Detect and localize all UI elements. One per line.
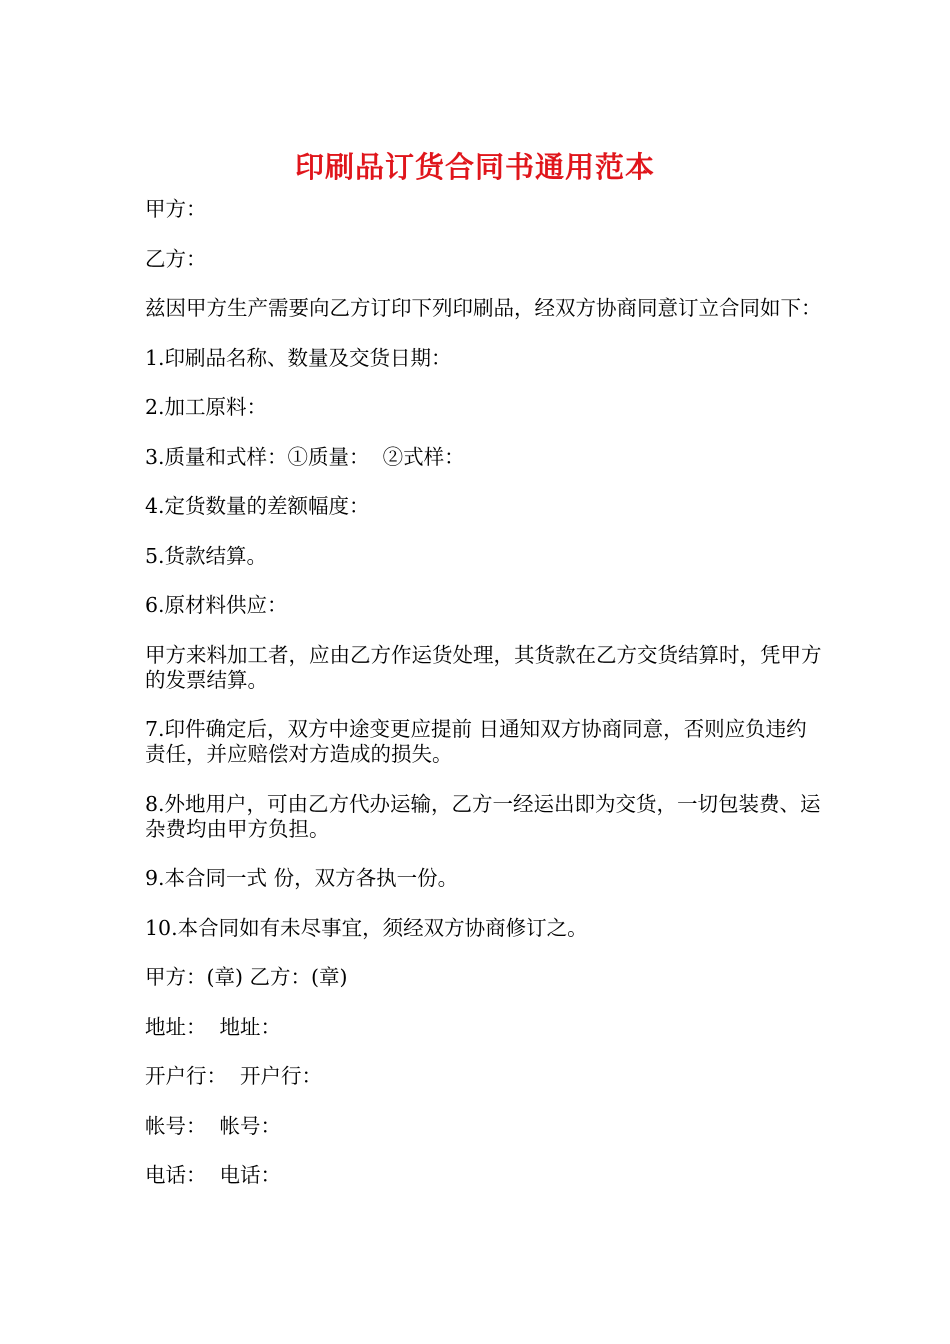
clause-9: 9.本合同一式 份，双方各执一份。 <box>145 866 459 890</box>
signature-line: 甲方：(章) 乙方：(章) <box>145 965 348 989</box>
party-a-line: 甲方： <box>145 197 207 221</box>
account-line: 帐号： 帐号： <box>145 1113 282 1138</box>
clause-6: 6.原材料供应： <box>145 593 288 617</box>
clause-3: 3.质量和式样：①质量： ②式样： <box>145 444 465 469</box>
clause-4: 4.定货数量的差额幅度： <box>145 494 370 518</box>
document-title: 印刷品订货合同书通用范本 <box>294 150 655 185</box>
clause-10: 10.本合同如有未尽事宜，须经双方协商修订之。 <box>145 915 588 940</box>
clause-5: 5.货款结算。 <box>145 543 268 568</box>
clause-8: 8.外地用户，可由乙方代办运输，乙方一经运出即为交货，一切包装费、运杂费均由甲方负担。 <box>145 791 821 841</box>
phone-line: 电话： 电话： <box>145 1163 282 1187</box>
document-body <box>145 197 825 1213</box>
clause-2: 2.加工原料： <box>145 395 268 419</box>
address-line: 地址： 地址： <box>145 1014 282 1039</box>
bank-line: 开户行： 开户行： <box>145 1064 323 1088</box>
preamble-paragraph: 兹因甲方生产需要向乙方订印下列印刷品，经双方协商同意订立合同如下： <box>145 296 822 320</box>
party-b-line: 乙方： <box>145 246 207 271</box>
clause-7: 7.印件确定后，双方中途变更应提前 日通知双方协商同意，否则应负违约责任，并应赔偿对方造成的损失。 <box>145 717 807 766</box>
clause-1: 1.印刷品名称、数量及交货日期： <box>145 345 452 370</box>
clause-6-detail: 甲方来料加工者，应由乙方作运货处理，其货款在乙方交货结算时，凭甲方的发票结算。 <box>145 642 822 692</box>
